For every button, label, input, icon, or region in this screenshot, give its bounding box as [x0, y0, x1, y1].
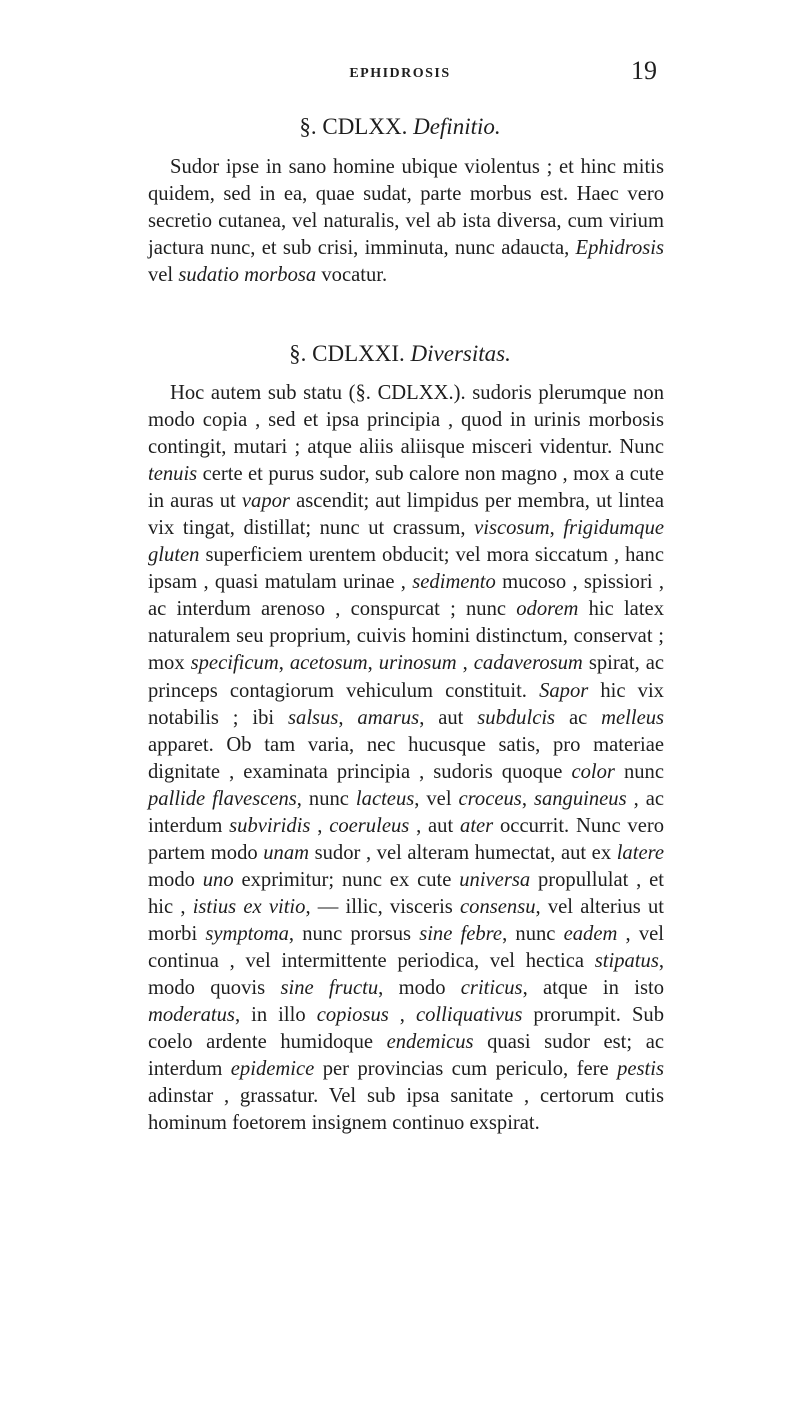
italic-term: cadaverosum [473, 652, 583, 675]
text-run: prorumpit. Sub coelo ardente humidoque [148, 1004, 665, 1054]
italic-term: color [571, 760, 615, 783]
text-run: , modo quovis [148, 949, 664, 1000]
italic-term: pallide flavescens [148, 787, 297, 810]
italic-term: consensu [460, 895, 536, 918]
text-run: , in illo [234, 1004, 317, 1027]
text-run: vel [148, 264, 179, 287]
paragraph-diversitas [148, 380, 664, 1137]
text-run: , [521, 787, 534, 810]
text-run: apparet. Ob tam varia, nec hucusque satis, pro materiae dignitate , examinata principia , sudoris quoque [148, 733, 664, 783]
text-run: , modo [378, 977, 461, 1000]
text-run: , [310, 814, 330, 837]
text-run: hic vix notabilis ; ibi [148, 679, 664, 729]
italic-term: lacteus [355, 787, 415, 810]
italic-term: Ephidrosis [575, 237, 664, 260]
text-run: quasi sudor est; ac interdum [148, 1031, 664, 1081]
text-run: hic latex naturalem seu proprium, cuivis homini distinctum, conservat ; mox [148, 598, 664, 675]
italic-term: criticus [460, 977, 523, 1000]
section-title: Definitio. [413, 114, 501, 139]
running-head: EPHIDROSIS [349, 66, 451, 81]
text-run: , nunc [296, 787, 356, 810]
italic-term: specificum [190, 652, 279, 675]
text-run: , vel continua , vel intermittente periodica, vel hectica [148, 922, 664, 972]
text-run: , vel alterius ut morbi [148, 895, 665, 945]
italic-term: vapor [241, 490, 290, 513]
italic-term: uno [202, 868, 234, 891]
italic-term: sine fructu [280, 977, 379, 1000]
italic-term: coeruleus [329, 814, 410, 837]
text-run: , [456, 652, 474, 675]
text-run: nunc [614, 760, 664, 783]
text-run: ac [555, 706, 602, 729]
italic-term: symptoma [205, 922, 289, 945]
text-run: spirat, ac princeps contagiorum vehiculum constituit. [148, 652, 665, 702]
italic-term: croceus [458, 787, 522, 810]
italic-term: istius ex vitio [192, 895, 306, 918]
text-run: exprimitur; nunc ex cute [233, 868, 460, 891]
italic-term: sine febre [419, 922, 503, 945]
italic-term: odorem [516, 598, 579, 621]
text-run: modo [148, 868, 203, 891]
section-title: Diversitas. [410, 341, 511, 366]
italic-term: viscosum [474, 517, 550, 540]
text-run: , atque in isto [522, 977, 665, 1000]
italic-term: melleus [601, 706, 665, 729]
italic-term: pestis [617, 1058, 665, 1081]
italic-term: copiosus [316, 1004, 389, 1027]
text-run: occurrit. Nunc vero partem modo [148, 814, 665, 864]
italic-term: Sapor [539, 679, 589, 702]
page-number: 19 [631, 56, 657, 85]
italic-term: frigidumque gluten [148, 517, 665, 567]
text-run: certe et purus sudor, sub calore non magno , mox a cute in auras ut [148, 463, 664, 513]
section-heading-diversitas [0, 342, 800, 365]
text-run: ascendit; aut limpidus per membra, ut lintea vix tingat, distillat; nunc ut crassum, [148, 490, 664, 540]
italic-term: eadem [563, 922, 618, 945]
italic-term: ater [460, 814, 494, 837]
text-run: propullulat , et hic , [148, 868, 665, 918]
italic-term: tenuis [148, 463, 198, 486]
text-run: , — illic, visceris [305, 895, 461, 918]
text-run: , [338, 706, 358, 729]
italic-term: colliquativus [415, 1004, 523, 1027]
text-run: , nunc [502, 922, 564, 945]
italic-term: salsus [288, 706, 339, 729]
italic-term: sedimento [412, 571, 496, 594]
text-run: Sudor ipse in sano homine ubique violentus ; et hinc mitis quidem, sed in ea, quae sudat, parte morbus est. Haec vero secretio cutanea, vel naturalis, vel ab ista diversa, cum virium jactura nunc, et sub crisi, imminuta, nunc adaucta, [148, 156, 664, 260]
italic-term: stipatus [594, 949, 659, 972]
text-run: , vel [414, 787, 459, 810]
section-number: §. CDLXX. [299, 114, 408, 139]
text-run: , aut [419, 706, 478, 729]
text-run: mucoso , spissiori , ac interdum arenoso , conspurcat ; nunc [148, 571, 664, 621]
italic-term: latere [616, 841, 664, 864]
italic-term: epidemice [230, 1058, 315, 1081]
italic-term: subdulcis [477, 706, 556, 729]
italic-term: universa [459, 868, 531, 891]
italic-term: urinosum [378, 652, 457, 675]
text-run: , [367, 652, 379, 675]
italic-term: sanguineus [533, 787, 627, 810]
italic-term: endemicus [386, 1031, 474, 1054]
text-run: , [549, 517, 564, 540]
text-run: per provincias cum periculo, fere [314, 1058, 618, 1081]
italic-term: amarus [357, 706, 420, 729]
italic-term: subviridis [229, 814, 311, 837]
text-run: , aut [409, 814, 461, 837]
section-heading-definitio [0, 115, 800, 138]
italic-term: acetosum [289, 652, 368, 675]
text-run: Hoc autem sub statu (§. CDLXX.). sudoris plerumque non modo copia , sed et ipsa principia , quod in urinis morbosis contingit, mutari ; atque aliis aliisque misceri videntur. Nunc [148, 382, 664, 459]
italic-term: moderatus [148, 1004, 235, 1027]
text-run: , ac interdum [148, 787, 664, 837]
text-run: superficiem urentem obducit; vel mora siccatum , hanc ipsam , quasi matulam urinae , [148, 544, 664, 594]
text-run: sudor , vel alteram humectat, aut ex [309, 841, 617, 864]
paragraph-definitio [148, 154, 664, 289]
text-run: , [278, 652, 290, 675]
text-run: , nunc prorsus [288, 922, 420, 945]
text-run: vocatur. [316, 264, 388, 287]
italic-term: sudatio morbosa [178, 264, 317, 287]
text-run: adinstar , grassatur. Vel sub ipsa sanitate , certorum cutis hominum foetorem insignem continuo exspirat. [148, 1085, 664, 1135]
section-number: §. CDLXXI. [289, 341, 405, 366]
text-run: , [388, 1004, 416, 1027]
italic-term: unam [263, 841, 310, 864]
